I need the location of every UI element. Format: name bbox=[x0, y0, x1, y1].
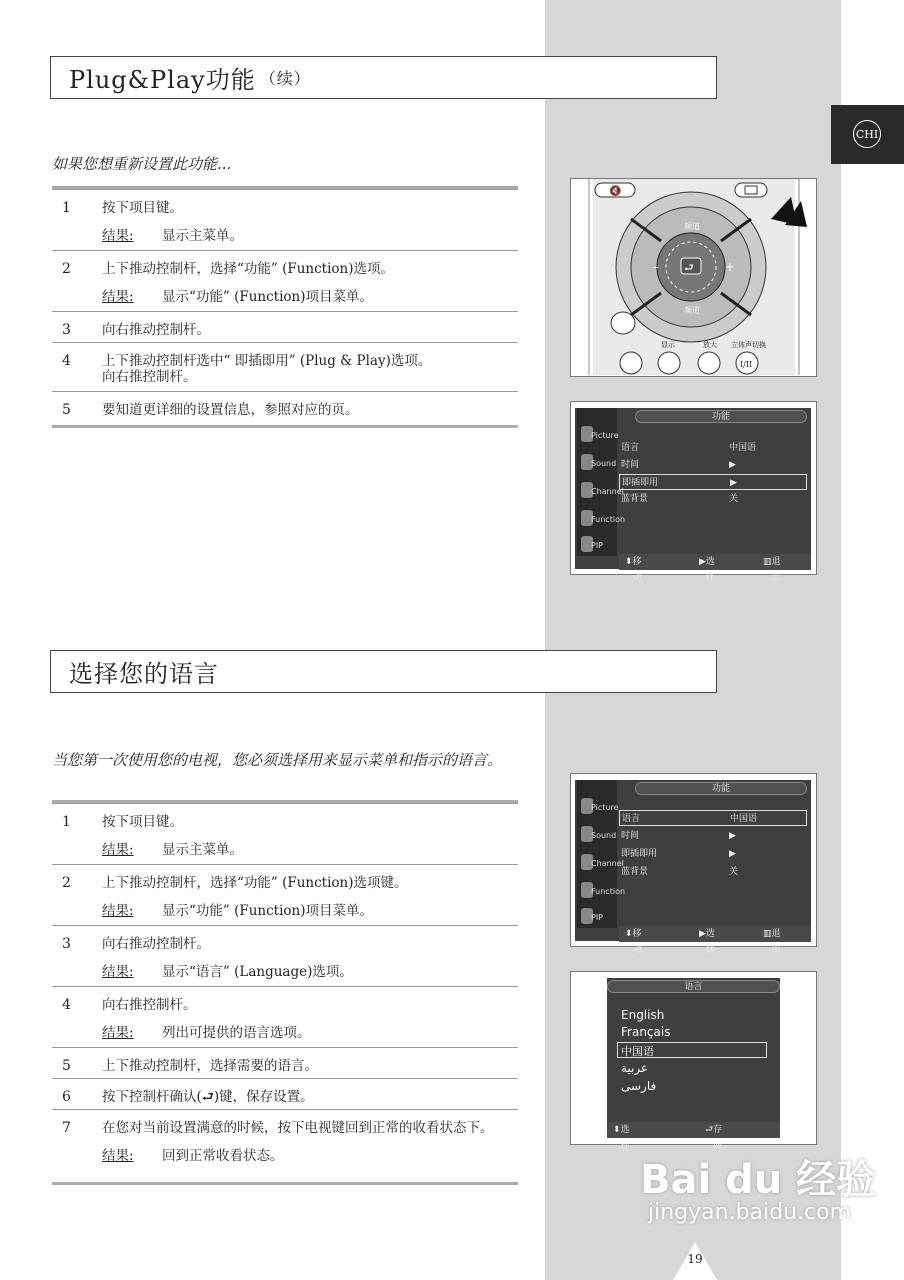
foot-label: 选择 bbox=[620, 1125, 630, 1151]
vol-plus-label: + bbox=[725, 260, 736, 274]
section2-title-main: 选择您的语言 bbox=[69, 660, 219, 688]
step bbox=[52, 250, 518, 311]
step-number: 1 bbox=[62, 200, 71, 216]
section2-steps bbox=[52, 800, 518, 1185]
rule bbox=[52, 1182, 518, 1185]
side-label: Function bbox=[591, 515, 626, 524]
step-number: 2 bbox=[62, 261, 71, 277]
osd-footer bbox=[619, 926, 811, 955]
page-number-marker bbox=[673, 1242, 717, 1280]
osd-foot-select: ▶ 选择 bbox=[699, 554, 706, 570]
osd-row-key: 即插即用 bbox=[622, 478, 659, 488]
remote-illustration bbox=[571, 179, 815, 375]
osd-row-value: 中国语 bbox=[730, 814, 758, 824]
osd-footer bbox=[607, 1122, 780, 1151]
result-label: 结果: bbox=[102, 228, 134, 244]
step-result bbox=[102, 891, 518, 927]
osd-row-value: ▶ bbox=[730, 478, 737, 488]
step-number: 5 bbox=[62, 1058, 71, 1074]
step bbox=[52, 1078, 518, 1109]
side-label: Channel bbox=[591, 487, 624, 496]
step-number: 5 bbox=[62, 402, 71, 418]
step bbox=[52, 925, 518, 986]
osd-title: 功能 bbox=[635, 782, 807, 795]
step-number: 4 bbox=[62, 353, 71, 369]
baidu-watermark-url: jingyan.baidu.com bbox=[648, 1200, 852, 1225]
foot-label: 移动 bbox=[632, 557, 642, 583]
osd-foot-move: ⬍ 移动 bbox=[625, 926, 633, 942]
remote-figure bbox=[570, 178, 817, 377]
side-label: Picture bbox=[591, 431, 619, 440]
osd-foot-move: ⬍ 移动 bbox=[625, 554, 633, 570]
result-text: 显示主菜单。 bbox=[162, 228, 243, 244]
step-text: 按下控制杆确认(⮐)键，保存设置。 bbox=[102, 1089, 314, 1105]
step-number: 6 bbox=[62, 1089, 71, 1105]
osd-side-picture bbox=[577, 796, 617, 820]
osd-row[interactable] bbox=[619, 828, 807, 844]
result-text: 列出可提供的语言选项。 bbox=[162, 1025, 311, 1041]
result-label: 结果: bbox=[102, 842, 134, 858]
step bbox=[52, 189, 518, 250]
step-result bbox=[102, 1013, 518, 1049]
language-option-arabic[interactable]: عربية bbox=[621, 1061, 649, 1075]
step bbox=[52, 342, 518, 391]
osd-side-function bbox=[577, 880, 626, 904]
step-text: 向右推控制杆。 bbox=[102, 997, 197, 1013]
step-text: 按下项目键。 bbox=[102, 814, 183, 830]
osd-row-selected[interactable] bbox=[619, 474, 807, 490]
osd-row[interactable] bbox=[619, 440, 807, 456]
result-text: 显示主菜单。 bbox=[162, 842, 243, 858]
osd-screen bbox=[575, 408, 811, 583]
foot-label: 选择 bbox=[705, 929, 715, 955]
osd-foot-select: ⬍ 选择 bbox=[613, 1122, 621, 1138]
step-text: 上下推动控制杆，选择“功能” (Function)选项键。 bbox=[102, 875, 408, 891]
step-number: 3 bbox=[62, 322, 71, 338]
osd-screen bbox=[575, 780, 811, 955]
language-badge: CHI bbox=[853, 120, 881, 148]
channel-down-label: 频道 bbox=[684, 306, 700, 315]
stereo-label: 立体声切换 bbox=[731, 341, 766, 349]
step-text-line2: 向右推控制杆。 bbox=[102, 369, 197, 385]
step-result bbox=[102, 216, 518, 252]
step-text bbox=[102, 343, 518, 393]
osd-side-sound bbox=[577, 824, 617, 848]
result-label: 结果: bbox=[102, 903, 134, 919]
osd-side-channel bbox=[577, 480, 624, 504]
result-text: 显示“语言” (Language)选项。 bbox=[162, 964, 353, 980]
section2-title bbox=[50, 650, 717, 693]
baidu-watermark: Bai du 经验 bbox=[640, 1157, 877, 1203]
section1-title-main: Plug&Play功能 bbox=[69, 66, 256, 94]
enter-icon: ⮐ bbox=[684, 261, 694, 274]
osd-title: 功能 bbox=[635, 410, 807, 423]
step bbox=[52, 1047, 518, 1078]
section1-title bbox=[50, 56, 717, 99]
side-label: Sound bbox=[591, 831, 617, 840]
stereo-button-label: I/II bbox=[740, 360, 753, 369]
display-label: 显示 bbox=[661, 341, 675, 349]
language-option-french[interactable]: Français bbox=[621, 1025, 671, 1039]
osd-row-value: ▶ bbox=[729, 460, 736, 470]
step-text: 向右推动控制杆。 bbox=[102, 936, 210, 952]
foot-label: 退出 bbox=[771, 929, 781, 955]
step-number: 7 bbox=[62, 1120, 71, 1136]
foot-label: 退出 bbox=[771, 557, 781, 583]
step bbox=[52, 391, 518, 425]
channel-up-label: 频道 bbox=[684, 222, 700, 231]
step-text: 向右推动控制杆。 bbox=[102, 322, 210, 338]
osd-row[interactable] bbox=[619, 846, 807, 862]
result-label: 结果: bbox=[102, 289, 134, 305]
result-label: 结果: bbox=[102, 964, 134, 980]
foot-label: 移动 bbox=[632, 929, 642, 955]
step-number: 1 bbox=[62, 814, 71, 830]
side-label: Sound bbox=[591, 459, 617, 468]
osd-row-selected[interactable] bbox=[619, 810, 807, 826]
step-text-line1: 上下推动控制杆选中“ 即插即用” (Plug & Play)选项。 bbox=[102, 353, 432, 369]
osd-row-value: 关 bbox=[729, 494, 739, 504]
osd-sidebar bbox=[577, 408, 626, 556]
osd-side-pip bbox=[577, 534, 617, 558]
side-label: PIP bbox=[591, 913, 604, 922]
page-number: 19 bbox=[687, 1252, 703, 1266]
step-text: 要知道更详细的设置信息，参照对应的页。 bbox=[102, 402, 359, 418]
step-result bbox=[102, 277, 518, 313]
result-text: 显示“功能” (Function)项目菜单。 bbox=[162, 903, 374, 919]
osd-row-value: 关 bbox=[729, 867, 739, 877]
foot-label: 存储 bbox=[713, 1125, 723, 1151]
side-label: Channel bbox=[591, 859, 624, 868]
osd-row[interactable] bbox=[619, 864, 807, 880]
osd-screen bbox=[607, 978, 780, 1151]
result-text: 显示“功能” (Function)项目菜单。 bbox=[162, 289, 374, 305]
result-text: 回到正常收看状态。 bbox=[162, 1148, 284, 1164]
side-label: PIP bbox=[591, 541, 604, 550]
foot-label: 选择 bbox=[705, 557, 715, 583]
osd-foot-select: ▶ 选择 bbox=[699, 926, 706, 942]
osd-foot-exit: ▥ 退出 bbox=[763, 554, 772, 570]
osd-row-key: 语言 bbox=[622, 814, 641, 824]
step-number: 3 bbox=[62, 936, 71, 952]
section1-steps bbox=[52, 186, 518, 428]
osd-sidebar bbox=[577, 780, 626, 928]
step bbox=[52, 803, 518, 864]
step-text: 上下推动控制杆，选择需要的语言。 bbox=[102, 1058, 318, 1074]
result-label: 结果: bbox=[102, 1148, 134, 1164]
language-option-chinese[interactable]: 中国语 bbox=[621, 1045, 654, 1058]
osd-title: 语言 bbox=[607, 980, 780, 993]
osd-side-picture bbox=[577, 424, 617, 448]
step-result bbox=[102, 830, 518, 866]
osd-foot-exit: ▥ 退出 bbox=[763, 926, 772, 942]
osd-row-key: 蓝背景 bbox=[621, 867, 649, 877]
osd-language-menu bbox=[570, 971, 817, 1151]
step-number: 4 bbox=[62, 997, 71, 1013]
osd-row[interactable] bbox=[619, 491, 807, 507]
osd-row-key: 蓝背景 bbox=[621, 494, 649, 504]
osd-row-key: 即插即用 bbox=[621, 849, 658, 859]
zoom-label: 放大 bbox=[703, 341, 717, 349]
mute-icon: 🔇 bbox=[609, 186, 622, 197]
vol-minus-label: – bbox=[653, 260, 659, 274]
step-text: 按下项目键。 bbox=[102, 200, 183, 216]
step-number: 2 bbox=[62, 875, 71, 891]
osd-row-key: 时间 bbox=[621, 460, 640, 470]
step-result bbox=[102, 1136, 518, 1172]
step-result bbox=[102, 952, 518, 988]
step-text: 上下推动控制杆，选择“功能” (Function)选项。 bbox=[102, 261, 395, 277]
osd-footer bbox=[619, 554, 811, 583]
osd-side-function bbox=[577, 508, 626, 532]
osd-function-menu-1 bbox=[570, 401, 817, 583]
osd-function-menu-2 bbox=[570, 773, 817, 955]
osd-foot-store: ⮐ 存储 bbox=[705, 1122, 713, 1138]
osd-row-key: 语言 bbox=[621, 443, 640, 453]
osd-row-key: 时间 bbox=[621, 831, 640, 841]
osd-row[interactable] bbox=[619, 457, 807, 473]
osd-row-value: ▶ bbox=[729, 849, 736, 859]
language-option-persian[interactable]: فارسی bbox=[621, 1079, 657, 1093]
osd-row-value: ▶ bbox=[729, 831, 736, 841]
section1-title-sub: （续） bbox=[259, 69, 311, 88]
section1-intro: 如果您想重新设置此功能... bbox=[52, 155, 232, 173]
result-label: 结果: bbox=[102, 1025, 134, 1041]
step-text: 在您对当前设置满意的时候，按下电视键回到正常的收看状态下。 bbox=[102, 1120, 494, 1136]
side-label: Function bbox=[591, 887, 626, 896]
step bbox=[52, 1109, 518, 1182]
section2-intro: 当您第一次使用您的电视，您必须选择用来显示菜单和指示的语言。 bbox=[52, 751, 503, 769]
osd-side-channel bbox=[577, 852, 624, 876]
osd-row-value: 中国语 bbox=[729, 443, 757, 453]
language-option-english[interactable]: English bbox=[621, 1008, 665, 1022]
osd-side-pip bbox=[577, 906, 617, 930]
step bbox=[52, 864, 518, 925]
side-label: Picture bbox=[591, 803, 619, 812]
step bbox=[52, 986, 518, 1047]
step bbox=[52, 311, 518, 342]
osd-side-sound bbox=[577, 452, 617, 476]
